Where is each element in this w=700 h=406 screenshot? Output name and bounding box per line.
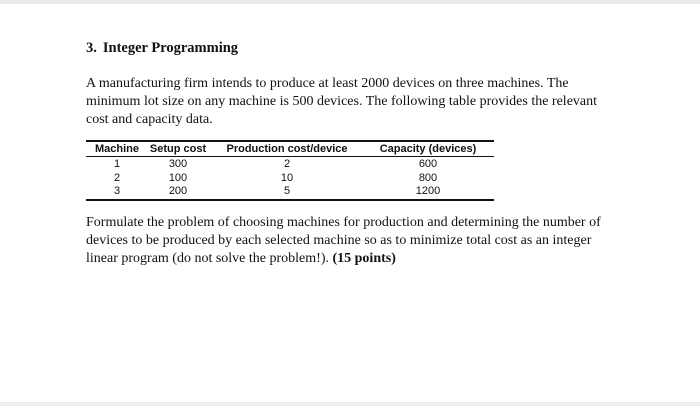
table-cell: 5: [283, 185, 291, 197]
task-line-last: [86, 250, 616, 268]
header-machine: Machine: [94, 143, 139, 155]
table-cell: 10: [280, 172, 294, 184]
task-line: devices to be produced by each selected machine so as to minimize total cost as an integer: [86, 233, 592, 248]
intro-line: cost and capacity data.: [86, 112, 213, 127]
task-line: Formulate the problem of choosing machines for production and determining the number of: [86, 215, 601, 230]
intro-line: A manufacturing firm intends to produce at least 2000 devices on three machines. The: [86, 76, 569, 91]
table-cell: 200: [168, 185, 188, 197]
problem-number: 3.: [86, 40, 97, 56]
problem-intro-paragraph: [86, 75, 616, 129]
table-cell: 2: [283, 158, 291, 170]
table-cell: 300: [168, 158, 188, 170]
page-top-edge: [0, 0, 700, 4]
table-cell: 2: [113, 172, 121, 184]
task-line-text: linear program (do not solve the problem!).: [86, 251, 329, 266]
page-bottom-edge: [0, 402, 700, 406]
problem-title: Integer Programming: [102, 40, 239, 56]
header-setup-cost: Setup cost: [149, 143, 207, 155]
table-cell: 1: [113, 158, 121, 170]
table-cell: 3: [113, 185, 121, 197]
table-cell: 1200: [415, 185, 441, 197]
header-capacity: Capacity (devices): [379, 143, 477, 155]
table-cell: 800: [418, 172, 438, 184]
header-production-cost: Production cost/device: [226, 143, 348, 155]
table-cell: 100: [168, 172, 188, 184]
table-bottom-rule: [86, 199, 494, 201]
table-cell: 600: [418, 158, 438, 170]
problem-task-paragraph: [86, 214, 616, 268]
problem-heading: [86, 40, 238, 57]
intro-line: minimum lot size on any machine is 500 devices. The following table provides the relevant: [86, 94, 598, 109]
table-header-rule: [86, 156, 494, 157]
points-label: (15 points): [332, 251, 396, 266]
table-top-rule: [86, 140, 494, 142]
